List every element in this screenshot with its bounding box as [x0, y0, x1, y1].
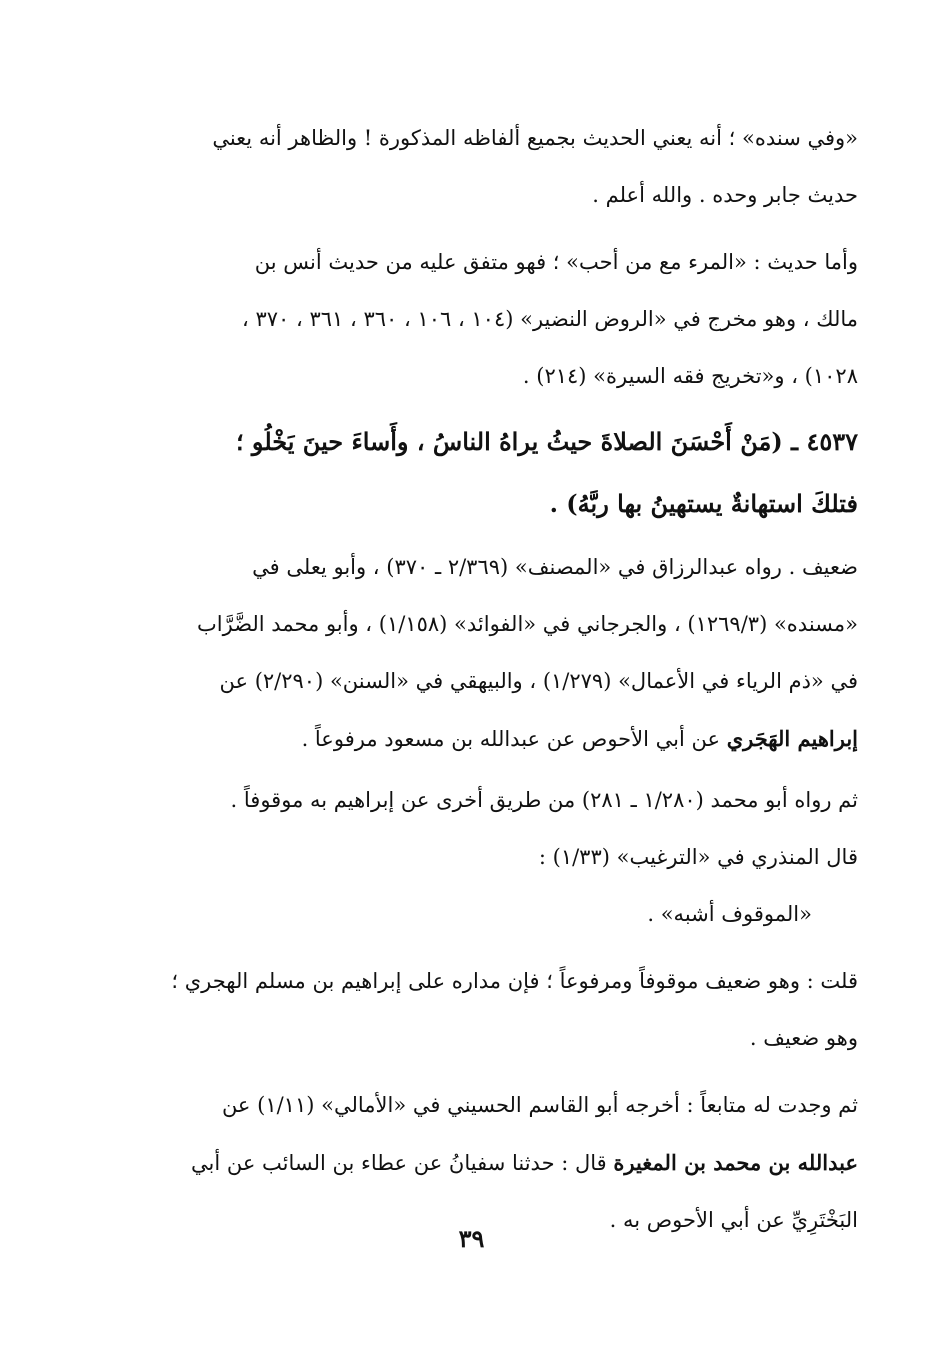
text-line: قال المنذري في «الترغيب» (١/٣٣) : — [538, 845, 858, 869]
text-line: «مسنده» (١٢٦٩/٣) ، والجرجاني في «الفوائد» (١/١٥٨) ، وأبو محمد الضَّرَّاب — [197, 612, 858, 636]
paragraph-almar-hadith — [112, 234, 858, 405]
text-line: مالك ، وهو مخرج في «الروض النضير» (١٠٤ ، ١٠٦ ، ٣٦٠ ، ٣٦١ ، ٣٧٠ ، — [242, 307, 858, 331]
paragraph-sanad-note — [112, 110, 858, 224]
paragraph-mawquf — [112, 772, 858, 943]
paragraph-verdict — [112, 953, 858, 1067]
narrator-name: عبدالله بن محمد بن المغيرة — [613, 1150, 858, 1175]
hadith-line: ٤٥٣٧ ـ (مَنْ أَحْسَنَ الصلاةَ حيثُ يراهُ الناسُ ، وأَساءَ حينَ يَخْلُو ؛ — [235, 427, 858, 456]
text-line: ثم وجدت له متابعاً : أخرجه أبو القاسم الحسيني في «الأمالي» (١/١١) عن — [221, 1093, 858, 1117]
text-line: البَخْتَرِيِّ عن أبي الأحوص به . — [609, 1208, 858, 1232]
text-fragment: عن أبي الأحوص عن عبدالله بن مسعود مرفوعاً . — [301, 727, 727, 751]
hadith-line: فتلكَ استهانةٌ يستهينُ بها ربَّهُ) . — [549, 489, 858, 518]
text-line: قلت : وهو ضعيف موقوفاً ومرفوعاً ؛ فإن مداره على إبراهيم بن مسلم الهجري ؛ — [171, 969, 858, 993]
text-line — [112, 710, 858, 768]
text-line: «وفي سنده» ؛ أنه يعني الحديث بجميع ألفاظه المذكورة ! والظاهر أنه يعني — [212, 126, 858, 150]
text-fragment: قال : حدثنا سفيانُ عن عطاء بن السائب عن أبي — [190, 1151, 614, 1175]
text-line: ١٠٢٨) ، و«تخريج فقه السيرة» (٢١٤) . — [522, 364, 858, 388]
hadith-heading — [112, 411, 858, 535]
text-line: في «ذم الرياء في الأعمال» (١/٢٧٩) ، والبيهقي في «السنن» (٢/٢٩٠) عن — [219, 669, 858, 693]
paragraph-takhrij — [112, 539, 858, 768]
text-line: حديث جابر وحده . والله أعلم . — [592, 183, 858, 207]
quoted-line: «الموقوف أشبه» . — [647, 902, 812, 926]
text-line: وهو ضعيف . — [749, 1026, 858, 1050]
page-body — [112, 110, 858, 1249]
text-line: ثم رواه أبو محمد (١/٢٨٠ ـ ٢٨١) من طريق أخرى عن إبراهيم به موقوفاً . — [230, 788, 858, 812]
narrator-name: إبراهيم الهَجَري — [726, 726, 858, 751]
text-line — [112, 1134, 858, 1192]
text-line: وأما حديث : «المرء مع من أحب» ؛ فهو متفق عليه من حديث أنس بن — [254, 250, 858, 274]
page-number: ٣٩ — [458, 1224, 485, 1253]
text-line: ضعيف . رواه عبدالرزاق في «المصنف» (٢/٣٦٩ ـ ٣٧٠) ، وأبو يعلى في — [252, 555, 858, 579]
